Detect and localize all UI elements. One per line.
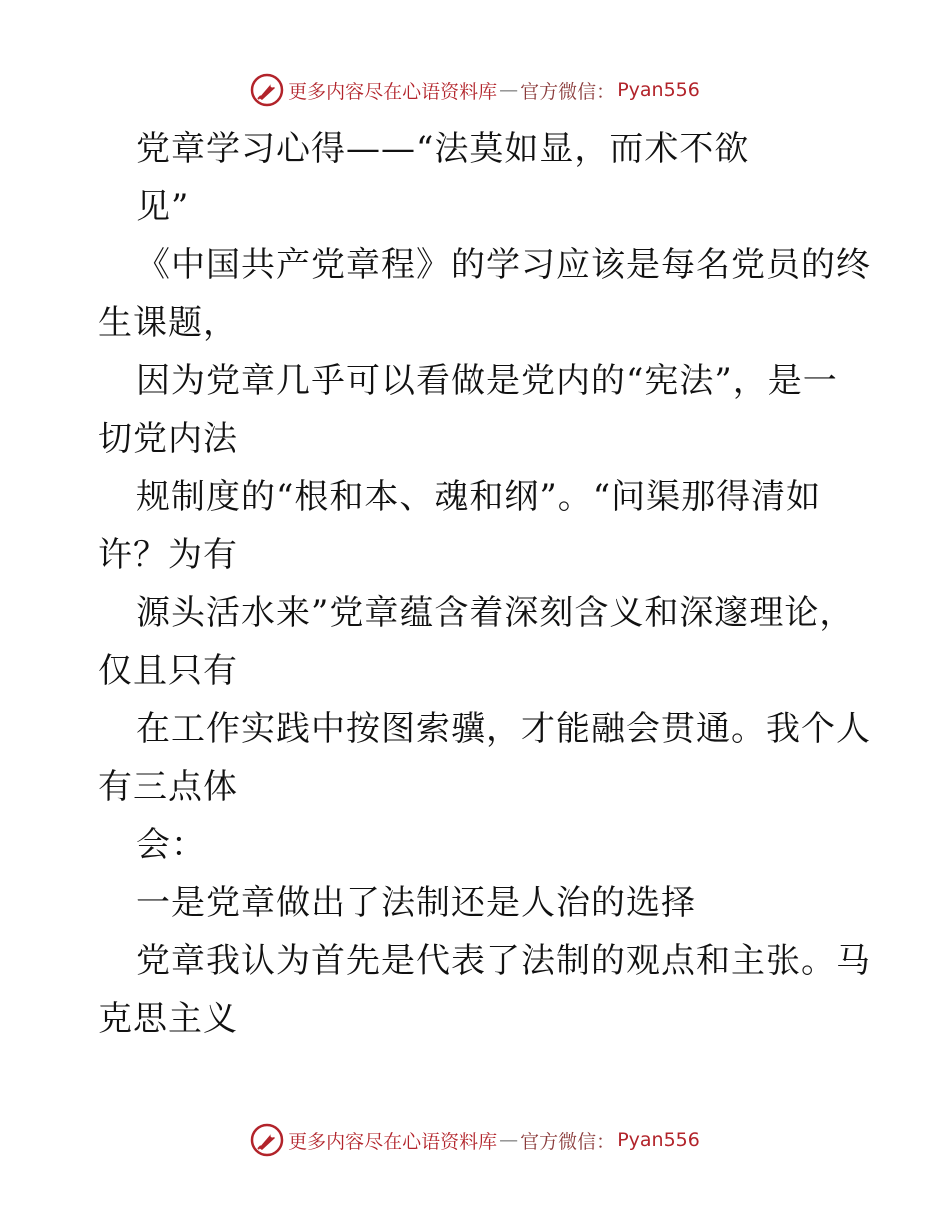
body-text-line: 许？为有 — [98, 535, 238, 575]
header-banner — [0, 70, 950, 110]
body-text-line: 切党内法 — [98, 419, 238, 459]
body-text-line: 在工作实践中按图索骥，才能融会贯通。我个人 — [136, 709, 871, 749]
banner-dash: — — [499, 79, 519, 101]
body-text-line: 见” — [136, 187, 190, 227]
banner-text: 更多内容尽在心语资料库 — [288, 80, 498, 103]
body-text-line: 仅且只有 — [98, 651, 238, 691]
body-text-line: 一是党章做出了法制还是人治的选择 — [136, 883, 696, 923]
body-text-line: 党章学习心得——“法莫如显，而术不欲 — [136, 129, 750, 169]
document-body — [98, 120, 871, 1048]
pen-nib-logo-icon — [250, 73, 284, 107]
banner-wechat-id: Pyan556 — [617, 79, 700, 101]
body-text-line: 党章我认为首先是代表了法制的观点和主张。马 — [136, 941, 871, 981]
banner-wechat-id: Pyan556 — [617, 1129, 700, 1151]
pen-nib-logo-icon — [250, 1123, 284, 1157]
body-text-line: 规制度的“根和本、魂和纲”。“问渠那得清如 — [136, 477, 822, 517]
body-text-line: 会： — [136, 825, 206, 865]
banner-dash: — — [499, 1129, 519, 1151]
body-text-line: 克思主义 — [98, 999, 238, 1039]
body-text-line: 生课题， — [98, 303, 238, 343]
body-text-line: 源头活水来”党章蕴含着深刻含义和深邃理论， — [136, 593, 855, 633]
body-text-line: 因为党章几乎可以看做是党内的“宪法”，是一 — [136, 361, 838, 401]
footer-banner — [0, 1120, 950, 1160]
body-text-line: 有三点体 — [98, 767, 238, 807]
banner-wechat-label: 官方微信： — [520, 1130, 616, 1153]
banner-text: 更多内容尽在心语资料库 — [288, 1130, 498, 1153]
banner-wechat-label: 官方微信： — [520, 80, 616, 103]
body-text-line: 《中国共产党章程》的学习应该是每名党员的终 — [136, 245, 871, 285]
